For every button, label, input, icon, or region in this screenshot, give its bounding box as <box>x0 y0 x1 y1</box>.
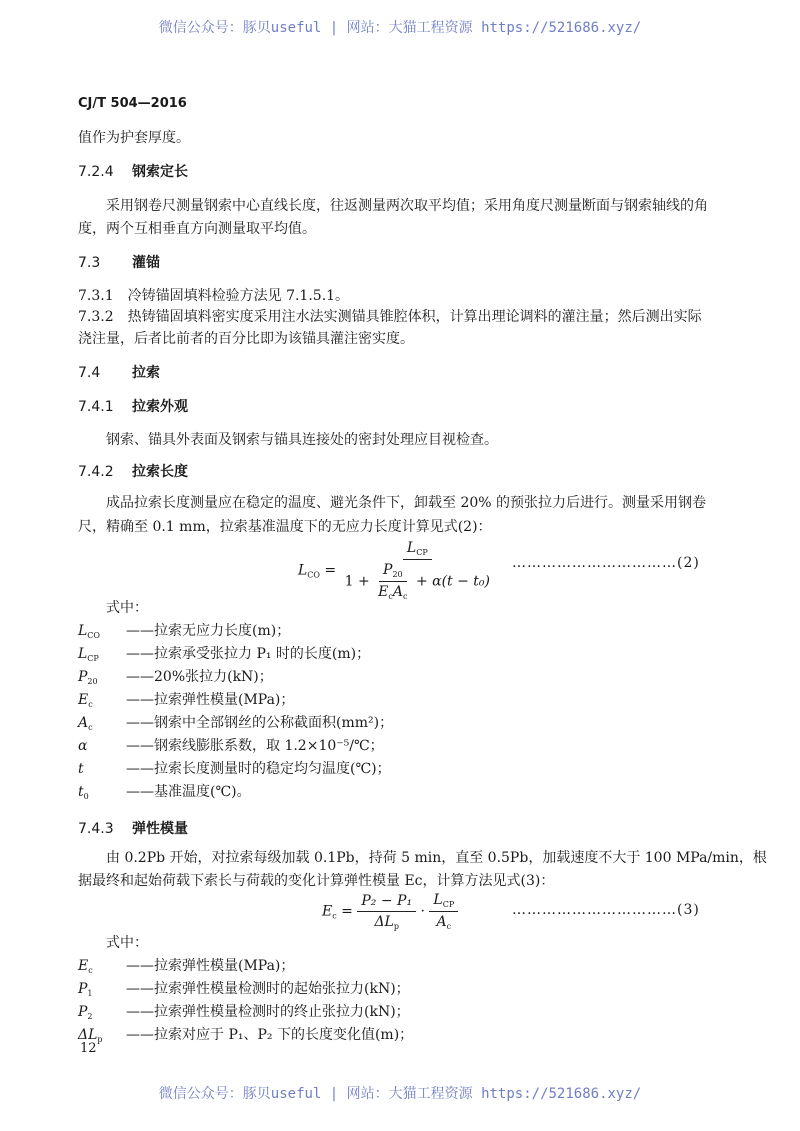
symbol-subscript: c <box>88 723 93 732</box>
definition-text: ——拉索弹性模量(MPa)； <box>126 958 295 974</box>
definition-text: ——拉索弹性模量检测时的起始张拉力(kN)； <box>126 981 410 997</box>
eq-symbol: P <box>383 562 393 578</box>
section-number: 7.4 <box>78 365 101 381</box>
section-number: 7.4.3 <box>78 821 114 837</box>
paragraph-7-3-2: 7.3.2 热铸锚固填料密实度采用注水法实测锚具锥腔体积，计算出理论调料的灌注量；然后测出实际 <box>78 309 702 325</box>
definition-item <box>78 1002 410 1027</box>
section-number: 7.3 <box>78 255 101 271</box>
definition-item <box>78 1025 413 1050</box>
eq-subscript: c <box>388 592 393 601</box>
definition-symbol <box>78 667 126 692</box>
section-title: 钢索定长 <box>132 164 188 180</box>
symbol-subscript: 20 <box>87 677 98 686</box>
definition-text: ——拉索无应力长度(m)； <box>126 623 291 639</box>
section-title: 灌锚 <box>132 255 160 271</box>
eq-symbol: L <box>433 892 443 908</box>
definition-text: ——拉索承受张拉力 P₁ 时的长度(m)； <box>126 646 371 662</box>
eq-subscript: p <box>393 921 399 931</box>
definition-symbol <box>78 621 126 646</box>
section-title: 拉索长度 <box>132 464 188 480</box>
symbol-subscript: c <box>88 966 93 975</box>
symbol-subscript: 0 <box>83 792 89 801</box>
eq-symbol: E <box>378 584 389 600</box>
paragraph: 钢索、锚具外表面及钢索与锚具连接处的密封处理应目视检查。 <box>106 432 498 448</box>
symbol-subscript: 2 <box>87 1012 93 1021</box>
symbol: P <box>78 981 88 997</box>
page-number: 12 <box>80 1041 97 1056</box>
paragraph: 据最终和起始荷载下索长与荷载的变化计算弹性模量 Ec，计算方法见式(3)： <box>78 873 555 889</box>
eq-subscript: CO <box>307 570 320 580</box>
paragraph: 尺，精确至 0.1 mm，拉索基准温度下的无应力长度计算见式(2)： <box>78 519 492 535</box>
where-label: 式中： <box>106 935 148 951</box>
fraction <box>374 562 411 601</box>
equation-3: $E_c$ = $\frac{\text{P₂ − P₁}}{\Delta L_p}$ · $\frac{L_{CP}}{A_c}$ <box>322 892 458 931</box>
eq-subscript: CP <box>442 900 455 909</box>
eq-term: + α(t − t₀) <box>415 573 491 590</box>
eq-term: 1 + <box>344 573 370 590</box>
symbol: ΔL <box>78 1027 98 1043</box>
paragraph: 成品拉索长度测量应在稳定的温度、避光条件下，卸载至 20% 的预张拉力后进行。测量采用钢卷 <box>106 495 707 511</box>
eq-symbol: A <box>392 584 404 600</box>
definition-symbol <box>78 713 126 738</box>
eq-subscript: c <box>403 592 408 601</box>
definition-text: ——拉索弹性模量检测时的终止张拉力(kN)； <box>126 1004 410 1020</box>
symbol: E <box>78 692 89 708</box>
definition-text: ——拉索对应于 P₁、P₂ 下的长度变化值(m)； <box>126 1027 414 1043</box>
definition-text: ——钢索线膨胀系数，取 1.2×10⁻⁵/℃； <box>126 738 384 754</box>
paragraph: 度，两个互相垂直方向测量取平均值。 <box>78 221 316 237</box>
definition-text: ——拉索长度测量时的稳定均匀温度(℃)； <box>126 761 391 777</box>
definition-symbol <box>78 644 126 669</box>
fraction <box>341 540 494 601</box>
equation-number-2: ……………………………(2) <box>512 555 700 571</box>
section-title: 拉索外观 <box>132 399 188 415</box>
standard-header: CJ/T 504—2016 <box>78 96 187 111</box>
definition-item <box>78 644 370 669</box>
definition-item <box>78 979 410 1004</box>
definition-text: ——20%张拉力(kN)； <box>126 669 273 685</box>
section-number: 7.4.1 <box>78 399 114 415</box>
section-7-4-heading <box>78 363 160 383</box>
eq-subscript: 20 <box>392 570 403 579</box>
definition-item <box>78 667 273 692</box>
watermark-bottom: 微信公众号：豚贝useful | 网站：大猫工程资源 https://521686.xyz/ <box>158 1086 642 1102</box>
symbol: L <box>78 646 88 662</box>
symbol: P <box>78 1004 88 1020</box>
symbol: E <box>78 958 89 974</box>
paragraph: 采用钢卷尺测量钢索中心直线长度，往返测量两次取平均值；采用角度尺测量断面与钢索轴线的角 <box>106 198 708 214</box>
section-7-4-2-heading <box>78 462 188 482</box>
symbol: P <box>78 669 88 685</box>
symbol: L <box>78 623 88 639</box>
definition-text: ——拉索弹性模量(MPa)； <box>126 692 295 708</box>
definition-symbol <box>78 690 126 715</box>
equation-number-3: ……………………………(3) <box>512 902 700 918</box>
section-title: 拉索 <box>132 365 160 381</box>
watermark-top: 微信公众号：豚贝useful | 网站：大猫工程资源 https://521686.xyz/ <box>158 20 642 36</box>
paragraph: 由 0.2Pb 开始，对拉索每级加载 0.1Pb，持荷 5 min，直至 0.5Pb，加载速度不大于 100 MPa/min，根 <box>106 850 767 866</box>
definition-symbol <box>78 736 126 761</box>
section-7-3-heading <box>78 253 160 273</box>
symbol: A <box>78 715 89 731</box>
fraction <box>357 893 416 931</box>
eq-subscript: c <box>446 922 452 931</box>
definition-item <box>78 782 251 807</box>
definition-item <box>78 621 290 646</box>
eq-symbol: A <box>436 914 447 930</box>
section-7-2-4-heading <box>78 162 188 182</box>
paragraph: 值作为护套厚度。 <box>78 130 190 146</box>
definition-symbol <box>78 956 126 981</box>
equation-2: $L_{CO}$ = $L_{CP}$ 1 + $\frac{P_{20}}{E_cA_c}$ + α(t − t₀) <box>298 540 494 601</box>
section-7-4-1-heading <box>78 397 188 417</box>
symbol-subscript: c <box>88 700 93 709</box>
definition-symbol <box>78 1002 126 1027</box>
eq-symbol: E <box>322 903 333 920</box>
eq-operator: · <box>420 903 425 920</box>
symbol-subscript: CP <box>87 654 99 663</box>
eq-symbol: L <box>298 562 308 579</box>
definition-item <box>78 713 393 738</box>
section-number: 7.4.2 <box>78 464 114 480</box>
definition-symbol <box>78 782 126 807</box>
eq-subscript: CP <box>416 548 428 557</box>
definition-symbol <box>78 979 126 1004</box>
definition-symbol <box>78 759 126 784</box>
eq-subscript: c <box>332 911 337 921</box>
symbol-subscript: p <box>97 1035 103 1044</box>
section-title: 弹性模量 <box>132 821 188 837</box>
symbol-subscript: 1 <box>87 989 93 998</box>
definition-item <box>78 736 384 761</box>
symbol-subscript: CO <box>87 631 100 640</box>
eq-symbol: ΔL <box>374 913 394 930</box>
fraction <box>429 892 458 931</box>
where-label: 式中： <box>106 600 148 616</box>
definition-item <box>78 759 391 784</box>
paragraph-7-3-1: 7.3.1 冷铸锚固填料检验方法见 7.1.5.1。 <box>78 288 350 304</box>
eq-symbol: L <box>406 540 417 556</box>
symbol: t <box>78 784 84 800</box>
section-number: 7.2.4 <box>78 164 114 180</box>
section-7-4-3-heading <box>78 819 188 839</box>
symbol: α <box>78 738 88 754</box>
paragraph: 浇注量，后者比前者的百分比即为该锚具灌注密实度。 <box>78 331 414 347</box>
definition-text: ——钢索中全部钢丝的公称截面积(mm²)； <box>126 715 394 731</box>
definition-item <box>78 956 294 981</box>
definition-item <box>78 690 294 715</box>
eq-numerator: P₂ − P₁ <box>357 893 416 912</box>
symbol: t <box>78 761 84 777</box>
definition-text: ——基准温度(℃)。 <box>126 784 251 800</box>
